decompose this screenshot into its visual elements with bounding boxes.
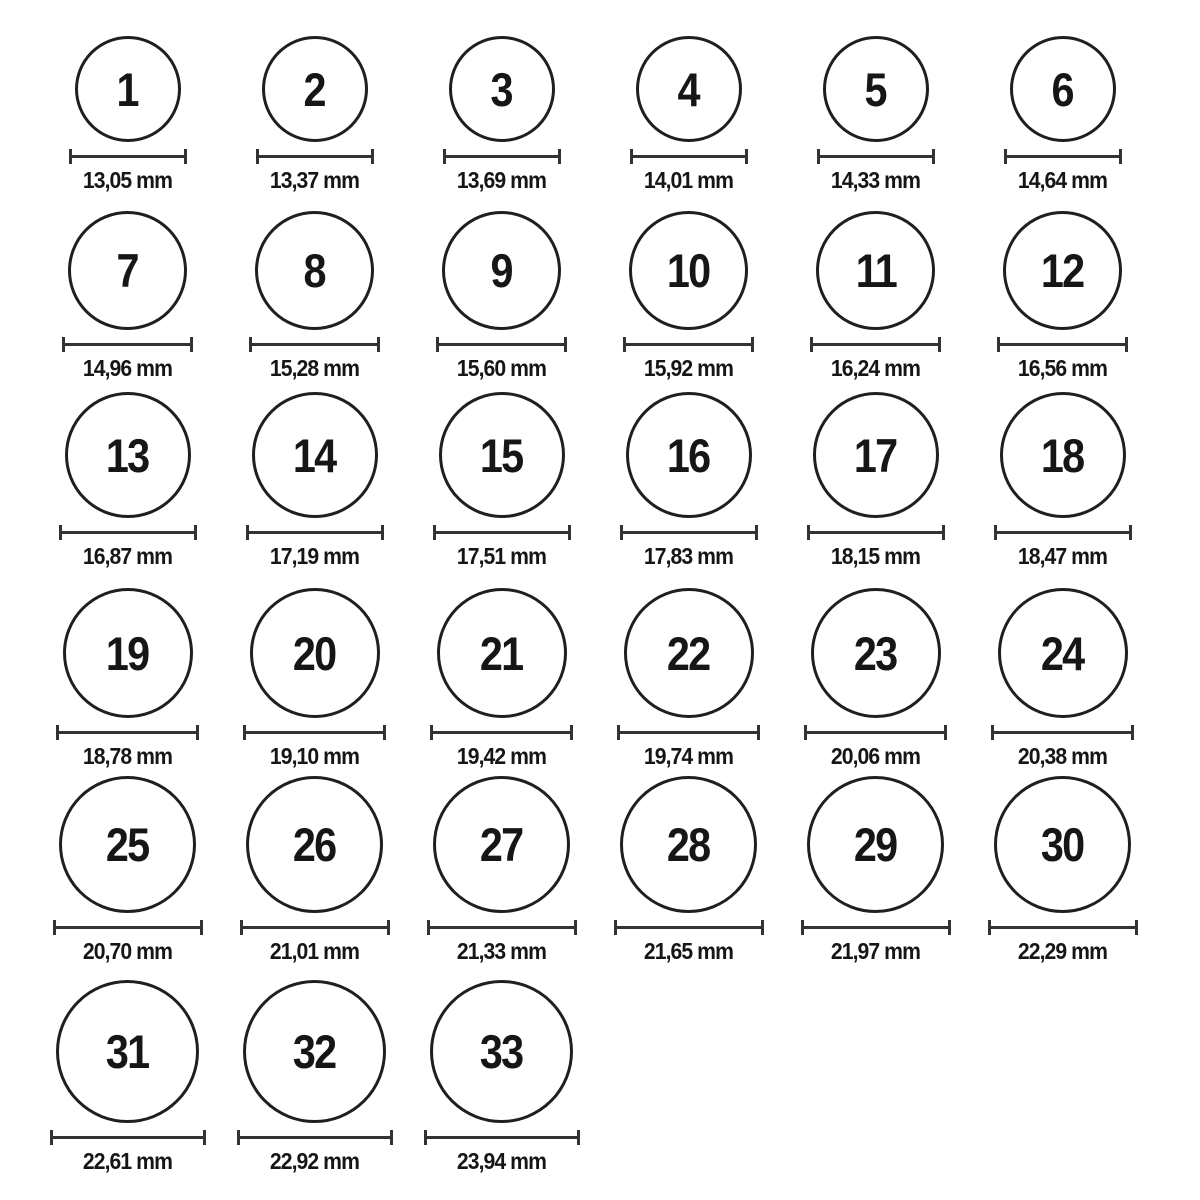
ring-circle [807, 776, 944, 913]
diameter-measure-line [50, 1130, 206, 1145]
diameter-label: 15,92 mm [643, 355, 734, 381]
ring-size-number: 2 [303, 62, 326, 116]
ring-size-cell [221, 211, 408, 381]
ring-circle [246, 776, 383, 913]
diameter-label: 18,15 mm [830, 543, 921, 569]
diameter-label: 14,64 mm [1017, 167, 1108, 193]
ring-circle [56, 980, 199, 1123]
ring-circle [823, 36, 929, 142]
ring-size-number: 27 [480, 818, 523, 871]
ring-size-number: 8 [303, 244, 326, 297]
diameter-measure-line [617, 725, 760, 740]
ring-size-number: 31 [106, 1025, 149, 1078]
diameter-measure-line [988, 920, 1138, 935]
ring-circle [994, 776, 1131, 913]
ring-size-cell [782, 588, 969, 769]
ring-size-number: 7 [116, 244, 139, 297]
diameter-measure-line [62, 337, 193, 352]
ring-circle [250, 588, 380, 718]
ring-size-cell [595, 776, 782, 964]
ring-size-cell [408, 588, 595, 769]
diameter-label: 22,92 mm [269, 1148, 360, 1174]
diameter-label: 20,38 mm [1017, 743, 1108, 769]
ring-size-cell [595, 392, 782, 569]
diameter-measure-line [433, 525, 571, 540]
ring-size-cell [34, 980, 221, 1174]
ring-size-number: 24 [1041, 626, 1084, 680]
ring-size-number: 30 [1041, 818, 1084, 871]
diameter-label: 19,10 mm [269, 743, 360, 769]
ring-size-cell [408, 392, 595, 569]
diameter-measure-line [443, 149, 561, 164]
diameter-label: 18,47 mm [1017, 543, 1108, 569]
ring-size-number: 6 [1051, 62, 1074, 116]
ring-size-cell [221, 776, 408, 964]
ring-circle [243, 980, 386, 1123]
diameter-measure-line [817, 149, 935, 164]
ring-size-cell [34, 588, 221, 769]
ring-size-cell [408, 980, 595, 1174]
ring-size-number: 29 [854, 818, 897, 871]
diameter-label: 19,42 mm [456, 743, 547, 769]
diameter-label: 13,37 mm [269, 167, 360, 193]
ring-size-number: 3 [490, 62, 513, 116]
ring-size-number: 32 [293, 1025, 336, 1078]
ring-size-number: 18 [1041, 428, 1084, 482]
ring-size-cell [408, 36, 595, 193]
ring-size-cell [34, 211, 221, 381]
diameter-measure-line [56, 725, 199, 740]
diameter-label: 15,28 mm [269, 355, 360, 381]
ring-size-number: 10 [667, 244, 710, 297]
ring-size-number: 12 [1041, 244, 1084, 297]
diameter-measure-line [53, 920, 203, 935]
chart-row [34, 588, 1200, 769]
ring-circle [998, 588, 1128, 718]
ring-size-number: 33 [480, 1025, 523, 1078]
ring-size-cell [408, 776, 595, 964]
diameter-measure-line [997, 337, 1128, 352]
ring-size-cell [221, 980, 408, 1174]
diameter-label: 14,01 mm [643, 167, 734, 193]
ring-size-cell [969, 211, 1156, 381]
ring-size-cell [408, 211, 595, 381]
ring-size-cell [969, 588, 1156, 769]
diameter-measure-line [243, 725, 386, 740]
ring-size-cell [782, 776, 969, 964]
ring-circle [255, 211, 374, 330]
ring-size-number: 22 [667, 626, 710, 680]
ring-size-number: 9 [490, 244, 513, 297]
chart-row [34, 980, 1200, 1174]
diameter-measure-line [620, 525, 758, 540]
ring-size-number: 17 [854, 428, 897, 482]
diameter-label: 20,70 mm [82, 938, 173, 964]
ring-circle [63, 588, 193, 718]
ring-size-number: 14 [293, 428, 336, 482]
ring-circle [624, 588, 754, 718]
chart-row [34, 392, 1200, 569]
diameter-label: 21,33 mm [456, 938, 547, 964]
ring-size-cell [595, 211, 782, 381]
ring-size-cell [782, 211, 969, 381]
ring-size-cell [595, 36, 782, 193]
diameter-measure-line [427, 920, 577, 935]
ring-circle [816, 211, 935, 330]
diameter-label: 21,97 mm [830, 938, 921, 964]
diameter-label: 18,78 mm [82, 743, 173, 769]
ring-circle [1003, 211, 1122, 330]
ring-size-number: 25 [106, 818, 149, 871]
diameter-label: 23,94 mm [456, 1148, 547, 1174]
ring-size-cell [969, 36, 1156, 193]
diameter-measure-line [991, 725, 1134, 740]
diameter-measure-line [804, 725, 947, 740]
ring-size-number: 15 [480, 428, 523, 482]
diameter-measure-line [630, 149, 748, 164]
ring-size-number: 4 [677, 62, 700, 116]
ring-circle [629, 211, 748, 330]
diameter-measure-line [249, 337, 380, 352]
ring-size-cell [34, 776, 221, 964]
ring-circle [813, 392, 939, 518]
ring-circle [68, 211, 187, 330]
diameter-measure-line [614, 920, 764, 935]
ring-circle [1010, 36, 1116, 142]
diameter-measure-line [69, 149, 187, 164]
diameter-measure-line [424, 1130, 580, 1145]
ring-circle [626, 392, 752, 518]
ring-size-cell [969, 776, 1156, 964]
ring-circle [437, 588, 567, 718]
diameter-label: 15,60 mm [456, 355, 547, 381]
diameter-label: 17,19 mm [269, 543, 360, 569]
ring-size-number: 16 [667, 428, 710, 482]
ring-circle [636, 36, 742, 142]
ring-size-number: 20 [293, 626, 336, 680]
diameter-label: 14,33 mm [830, 167, 921, 193]
ring-size-number: 1 [116, 62, 139, 116]
diameter-measure-line [246, 525, 384, 540]
ring-circle [262, 36, 368, 142]
ring-circle [75, 36, 181, 142]
ring-circle [442, 211, 561, 330]
diameter-measure-line [801, 920, 951, 935]
diameter-label: 19,74 mm [643, 743, 734, 769]
ring-size-number: 13 [106, 428, 149, 482]
diameter-label: 20,06 mm [830, 743, 921, 769]
ring-size-number: 11 [855, 244, 896, 297]
diameter-measure-line [240, 920, 390, 935]
ring-circle [430, 980, 573, 1123]
ring-size-cell [595, 588, 782, 769]
diameter-label: 17,83 mm [643, 543, 734, 569]
diameter-measure-line [1004, 149, 1122, 164]
ring-size-number: 28 [667, 818, 710, 871]
ring-circle [59, 776, 196, 913]
chart-row [34, 776, 1200, 964]
ring-size-cell [34, 392, 221, 569]
ring-circle [811, 588, 941, 718]
diameter-label: 21,65 mm [643, 938, 734, 964]
diameter-label: 16,24 mm [830, 355, 921, 381]
ring-circle [252, 392, 378, 518]
diameter-label: 22,29 mm [1017, 938, 1108, 964]
diameter-label: 16,56 mm [1017, 355, 1108, 381]
diameter-measure-line [994, 525, 1132, 540]
ring-size-cell [221, 392, 408, 569]
ring-size-cell [221, 36, 408, 193]
ring-circle [449, 36, 555, 142]
ring-size-cell [782, 392, 969, 569]
diameter-label: 14,96 mm [82, 355, 173, 381]
ring-circle [65, 392, 191, 518]
diameter-measure-line [810, 337, 941, 352]
ring-size-cell [782, 36, 969, 193]
ring-size-cell [969, 392, 1156, 569]
diameter-label: 16,87 mm [82, 543, 173, 569]
ring-size-number: 5 [864, 62, 887, 116]
ring-size-cell [34, 36, 221, 193]
ring-size-number: 21 [480, 626, 523, 680]
chart-row [34, 36, 1200, 193]
diameter-measure-line [623, 337, 754, 352]
diameter-measure-line [430, 725, 573, 740]
ring-circle [1000, 392, 1126, 518]
ring-size-number: 26 [293, 818, 336, 871]
diameter-label: 13,69 mm [456, 167, 547, 193]
diameter-label: 13,05 mm [82, 167, 173, 193]
ring-circle [433, 776, 570, 913]
diameter-measure-line [59, 525, 197, 540]
diameter-label: 22,61 mm [82, 1148, 173, 1174]
ring-size-cell [221, 588, 408, 769]
ring-size-number: 23 [854, 626, 897, 680]
diameter-label: 17,51 mm [456, 543, 547, 569]
diameter-measure-line [807, 525, 945, 540]
diameter-measure-line [237, 1130, 393, 1145]
diameter-label: 21,01 mm [269, 938, 360, 964]
diameter-measure-line [436, 337, 567, 352]
ring-size-number: 19 [106, 626, 149, 680]
diameter-measure-line [256, 149, 374, 164]
ring-circle [620, 776, 757, 913]
ring-circle [439, 392, 565, 518]
chart-row [34, 211, 1200, 381]
